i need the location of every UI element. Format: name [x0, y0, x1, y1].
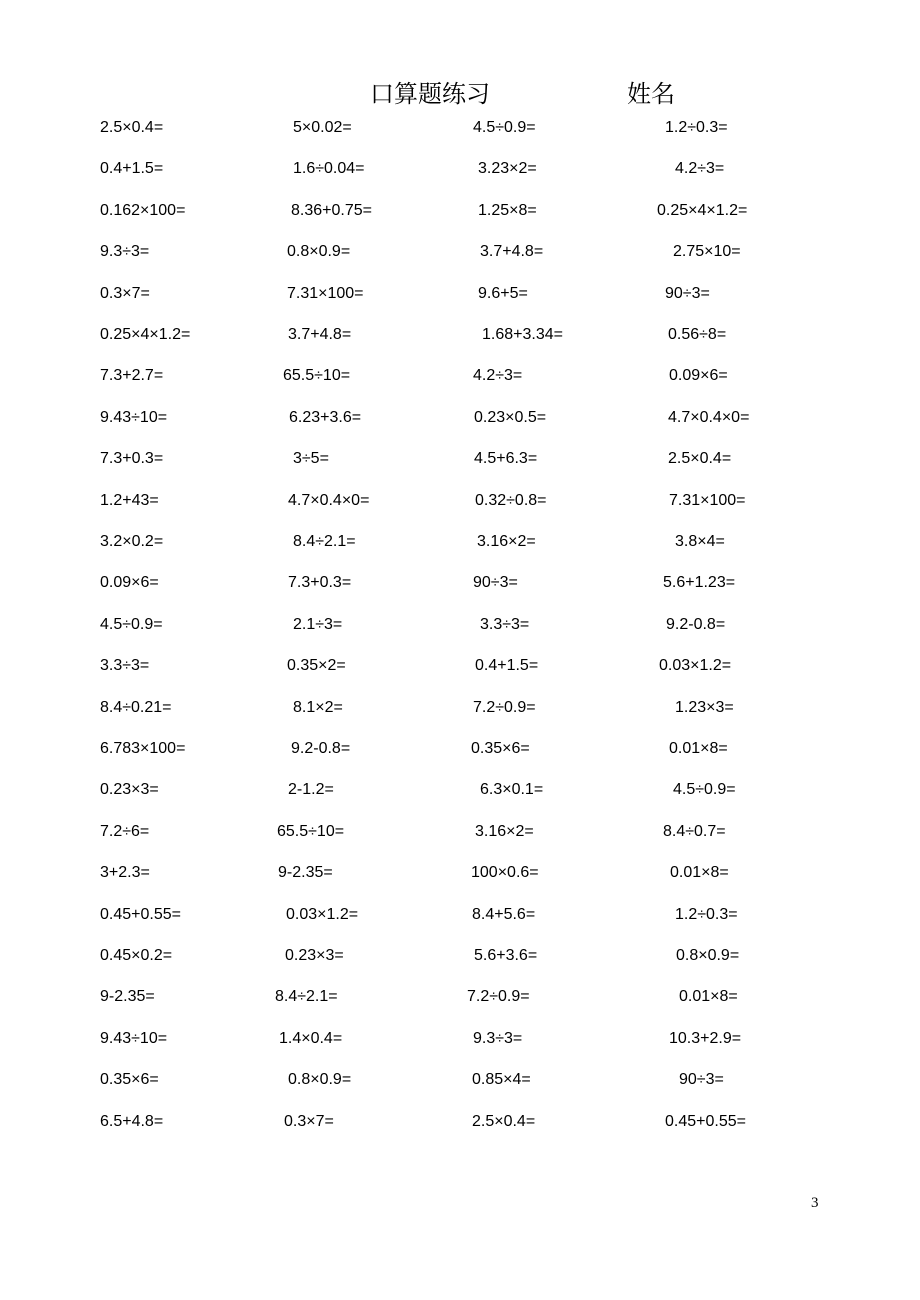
arithmetic-problem: 4.2÷3= [675, 160, 725, 178]
arithmetic-problem: 0.45×0.2= [100, 947, 173, 964]
arithmetic-problem: 0.23×3= [100, 781, 159, 799]
arithmetic-problem: 0.35×6= [471, 740, 530, 757]
arithmetic-problem: 0.09×6= [669, 367, 728, 385]
arithmetic-problem: 0.01×8= [669, 740, 728, 757]
arithmetic-problem: 0.32÷0.8= [475, 491, 547, 509]
arithmetic-problem: 6.23+3.6= [289, 408, 362, 426]
arithmetic-problem: 0.4+1.5= [100, 160, 164, 178]
page-title: 口算题练习 [370, 80, 490, 108]
arithmetic-problem: 0.85×4= [472, 1071, 531, 1089]
arithmetic-problem: 0.45+0.55= [100, 905, 181, 923]
arithmetic-problem: 0.3×7= [284, 1112, 334, 1130]
arithmetic-problem: 9.3÷3= [100, 243, 150, 261]
arithmetic-problem: 8.1×2= [293, 698, 343, 716]
arithmetic-problem: 8.4÷2.1= [275, 988, 338, 1006]
arithmetic-problem: 5×0.02= [293, 119, 352, 136]
arithmetic-problem: 4.7×0.4×0= [288, 491, 370, 509]
arithmetic-problem: 7.3+0.3= [100, 450, 164, 468]
arithmetic-problem: 1.23×3= [675, 698, 734, 716]
arithmetic-problem: 7.31×100= [669, 491, 746, 509]
arithmetic-problem: 0.25×4×1.2= [100, 326, 191, 343]
arithmetic-problem: 3.23×2= [478, 160, 537, 178]
arithmetic-problem: 3.8×4= [675, 533, 725, 550]
name-label: 姓名 [627, 80, 675, 108]
arithmetic-problem: 9.3÷3= [473, 1029, 523, 1047]
arithmetic-problem: 90÷3= [473, 574, 518, 592]
arithmetic-problem: 0.4+1.5= [475, 657, 539, 675]
arithmetic-problem: 3÷5= [293, 450, 329, 468]
arithmetic-problem: 7.2÷0.9= [467, 988, 530, 1006]
arithmetic-problem: 7.2÷0.9= [473, 698, 536, 716]
arithmetic-problem: 9.2-0.8= [291, 740, 351, 757]
arithmetic-problem: 1.2÷0.3= [665, 119, 728, 136]
arithmetic-problem: 6.783×100= [100, 740, 186, 757]
arithmetic-problem: 1.2÷0.3= [675, 905, 738, 923]
arithmetic-problem: 1.2+43= [100, 491, 159, 509]
arithmetic-problem: 9-2.35= [278, 864, 333, 882]
arithmetic-problem: 9.43÷10= [100, 408, 168, 426]
arithmetic-problem: 0.3×7= [100, 284, 150, 302]
arithmetic-problem: 1.68+3.34= [482, 326, 563, 343]
arithmetic-problem: 5.6+3.6= [474, 947, 538, 964]
arithmetic-problem: 65.5÷10= [283, 367, 351, 385]
arithmetic-problem: 8.4÷2.1= [293, 533, 356, 550]
arithmetic-problem: 0.8×0.9= [287, 243, 351, 261]
arithmetic-problem: 4.5÷0.9= [100, 615, 163, 633]
arithmetic-problem: 9.2-0.8= [666, 615, 726, 633]
arithmetic-problem: 2.1÷3= [293, 615, 343, 633]
arithmetic-problem: 100×0.6= [471, 864, 539, 882]
arithmetic-problem: 9.43÷10= [100, 1029, 168, 1047]
arithmetic-problem: 90÷3= [679, 1071, 724, 1089]
arithmetic-problem: 3+2.3= [100, 864, 150, 882]
arithmetic-problem: 8.4+5.6= [472, 905, 536, 923]
arithmetic-problem: 0.35×2= [287, 657, 346, 675]
arithmetic-problem: 5.6+1.23= [663, 574, 736, 592]
arithmetic-problem: 0.01×8= [670, 864, 729, 882]
arithmetic-problem: 1.6÷0.04= [293, 160, 365, 178]
arithmetic-problem: 3.3÷3= [480, 615, 530, 633]
arithmetic-problem: 1.25×8= [478, 201, 537, 219]
arithmetic-problem: 8.4÷0.21= [100, 698, 172, 716]
arithmetic-problem: 6.3×0.1= [480, 781, 544, 799]
arithmetic-problem: 0.35×6= [100, 1071, 159, 1089]
arithmetic-problem: 2.5×0.4= [100, 119, 164, 136]
arithmetic-problem: 0.162×100= [100, 201, 186, 219]
arithmetic-problem: 6.5+4.8= [100, 1112, 164, 1130]
arithmetic-problem: 10.3+2.9= [669, 1029, 742, 1047]
arithmetic-problem: 65.5÷10= [277, 822, 345, 840]
arithmetic-problem: 3.16×2= [477, 533, 536, 550]
arithmetic-problem: 0.09×6= [100, 574, 159, 592]
arithmetic-problem: 3.3÷3= [100, 657, 150, 675]
arithmetic-problem: 0.56÷8= [668, 326, 727, 343]
arithmetic-problem: 7.31×100= [287, 284, 364, 302]
arithmetic-problem: 8.36+0.75= [291, 201, 372, 219]
arithmetic-problem: 9-2.35= [100, 988, 155, 1006]
arithmetic-problem: 4.2÷3= [473, 367, 523, 385]
arithmetic-problem: 0.23×0.5= [474, 408, 547, 426]
arithmetic-problem: 90÷3= [665, 284, 710, 302]
arithmetic-problem: 2.5×0.4= [472, 1112, 536, 1130]
page-number: 3 [811, 1195, 819, 1211]
arithmetic-problem: 0.8×0.9= [676, 947, 740, 964]
arithmetic-problem: 8.4÷0.7= [663, 822, 726, 840]
arithmetic-problem: 7.3+0.3= [288, 574, 352, 592]
arithmetic-problem: 9.6+5= [478, 284, 528, 302]
arithmetic-problem: 4.5÷0.9= [473, 119, 536, 136]
arithmetic-problem: 3.7+4.8= [288, 326, 352, 343]
arithmetic-problem: 3.2×0.2= [100, 533, 164, 550]
arithmetic-problem: 0.23×3= [285, 947, 344, 964]
arithmetic-problem: 2.5×0.4= [668, 450, 732, 468]
arithmetic-problem: 0.01×8= [679, 988, 738, 1006]
arithmetic-problem: 0.45+0.55= [665, 1112, 746, 1130]
arithmetic-problem: 7.2÷6= [100, 822, 150, 840]
arithmetic-problem: 7.3+2.7= [100, 367, 164, 385]
arithmetic-problem: 0.25×4×1.2= [657, 201, 748, 219]
arithmetic-problem: 4.7×0.4×0= [668, 408, 750, 426]
arithmetic-problem: 2-1.2= [288, 781, 334, 799]
arithmetic-problem: 2.75×10= [673, 243, 741, 261]
arithmetic-problem: 3.16×2= [475, 822, 534, 840]
arithmetic-problem: 0.03×1.2= [659, 657, 732, 675]
arithmetic-problem: 4.5÷0.9= [673, 781, 736, 799]
arithmetic-problem: 0.8×0.9= [288, 1071, 352, 1089]
arithmetic-problem: 0.03×1.2= [286, 905, 359, 923]
arithmetic-problem: 4.5+6.3= [474, 450, 538, 468]
arithmetic-problem: 3.7+4.8= [480, 243, 544, 261]
arithmetic-problem: 1.4×0.4= [279, 1029, 343, 1047]
